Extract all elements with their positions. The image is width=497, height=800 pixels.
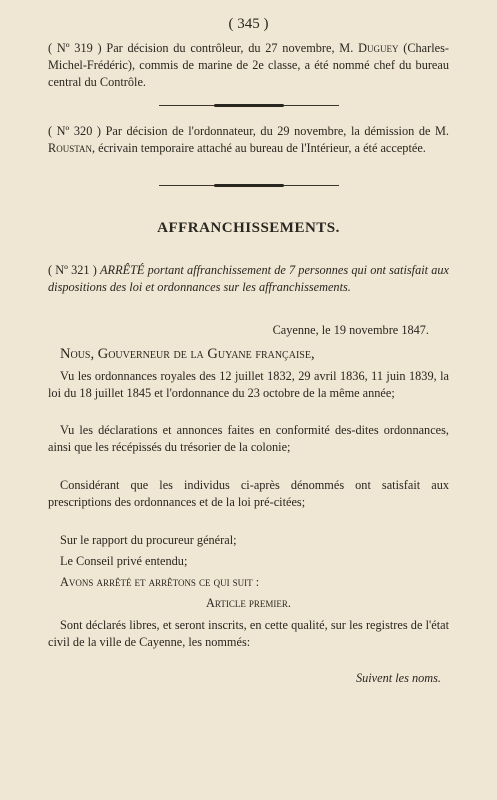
- nous-line: Nous, Gouverneur de la Guyane française,: [60, 346, 315, 362]
- entry-321-title: ARRÊTÉ portant affranchissement de 7 personnes qui ont satisfait aux dispositions des loi et ordonnances sur les affranchissements.: [48, 263, 449, 294]
- dateline: Cayenne, le 19 novembre 1847.: [272, 323, 429, 337]
- paragraph-vu-declarations: Vu les déclarations et annonces faites en conformité des-dites ordonnances, ainsi que les récépissés du trésorier de la colonie;: [48, 423, 449, 454]
- entry-320-text-b: , écrivain temporaire attaché au bureau de l'Intérieur, a été acceptée.: [91, 141, 426, 155]
- paragraph-sont-declares: Sont déclarés libres, et seront inscrits, en cette qualité, sur les registres de l'état civil de la ville de Cayenne, les nommés:: [48, 618, 449, 649]
- entry-319-name: Duguey: [358, 41, 399, 55]
- entry-319-text-a: Par décision du contrôleur, du 27 novembre, M.: [106, 41, 354, 55]
- paragraph-conseil: Le Conseil privé entendu;: [60, 554, 188, 568]
- paragraph-rapport: Sur le rapport du procureur général;: [60, 533, 237, 547]
- entry-320-text-a: Par décision de l'ordonnateur, du 29 novembre, la démission de M.: [105, 124, 449, 138]
- entry-321-number: ( Nº 321 ): [48, 263, 97, 277]
- article-heading: Article premier.: [206, 596, 291, 610]
- entry-319-number: ( Nº 319 ): [48, 41, 102, 55]
- section-heading: AFFRANCHISSEMENTS.: [157, 220, 340, 236]
- entry-319-text-b: (Charles-Michel-Frédéric), commis de marine de 2e classe, a été nommé chef du bureau central du Contrôle.: [48, 41, 449, 89]
- page-number: ( 345 ): [228, 16, 269, 32]
- entry-321-header: [48, 262, 449, 296]
- separator-rule-2: [48, 185, 449, 186]
- paragraph-considerant: Considérant que les individus ci-après dénommés ont satisfait aux prescriptions des ordonnances et de la loi pré-citées;: [48, 478, 449, 509]
- entry-320: [48, 123, 449, 157]
- paragraph-avons: Avons arrêté et arrêtons ce qui suit :: [60, 575, 260, 589]
- entry-319: [48, 40, 449, 91]
- suivent-les-noms: Suivent les noms.: [355, 671, 441, 685]
- entry-320-name: Roustan: [48, 141, 92, 155]
- paragraph-vu-ordonnances: Vu les ordonnances royales des 12 juillet 1832, 29 avril 1836, 11 juin 1839, la loi du 18 juillet 1845 et l'ordonnance du 23 octobre de la même année;: [48, 369, 449, 400]
- separator-rule-1: [48, 105, 449, 106]
- entry-320-number: ( Nº 320 ): [48, 124, 102, 138]
